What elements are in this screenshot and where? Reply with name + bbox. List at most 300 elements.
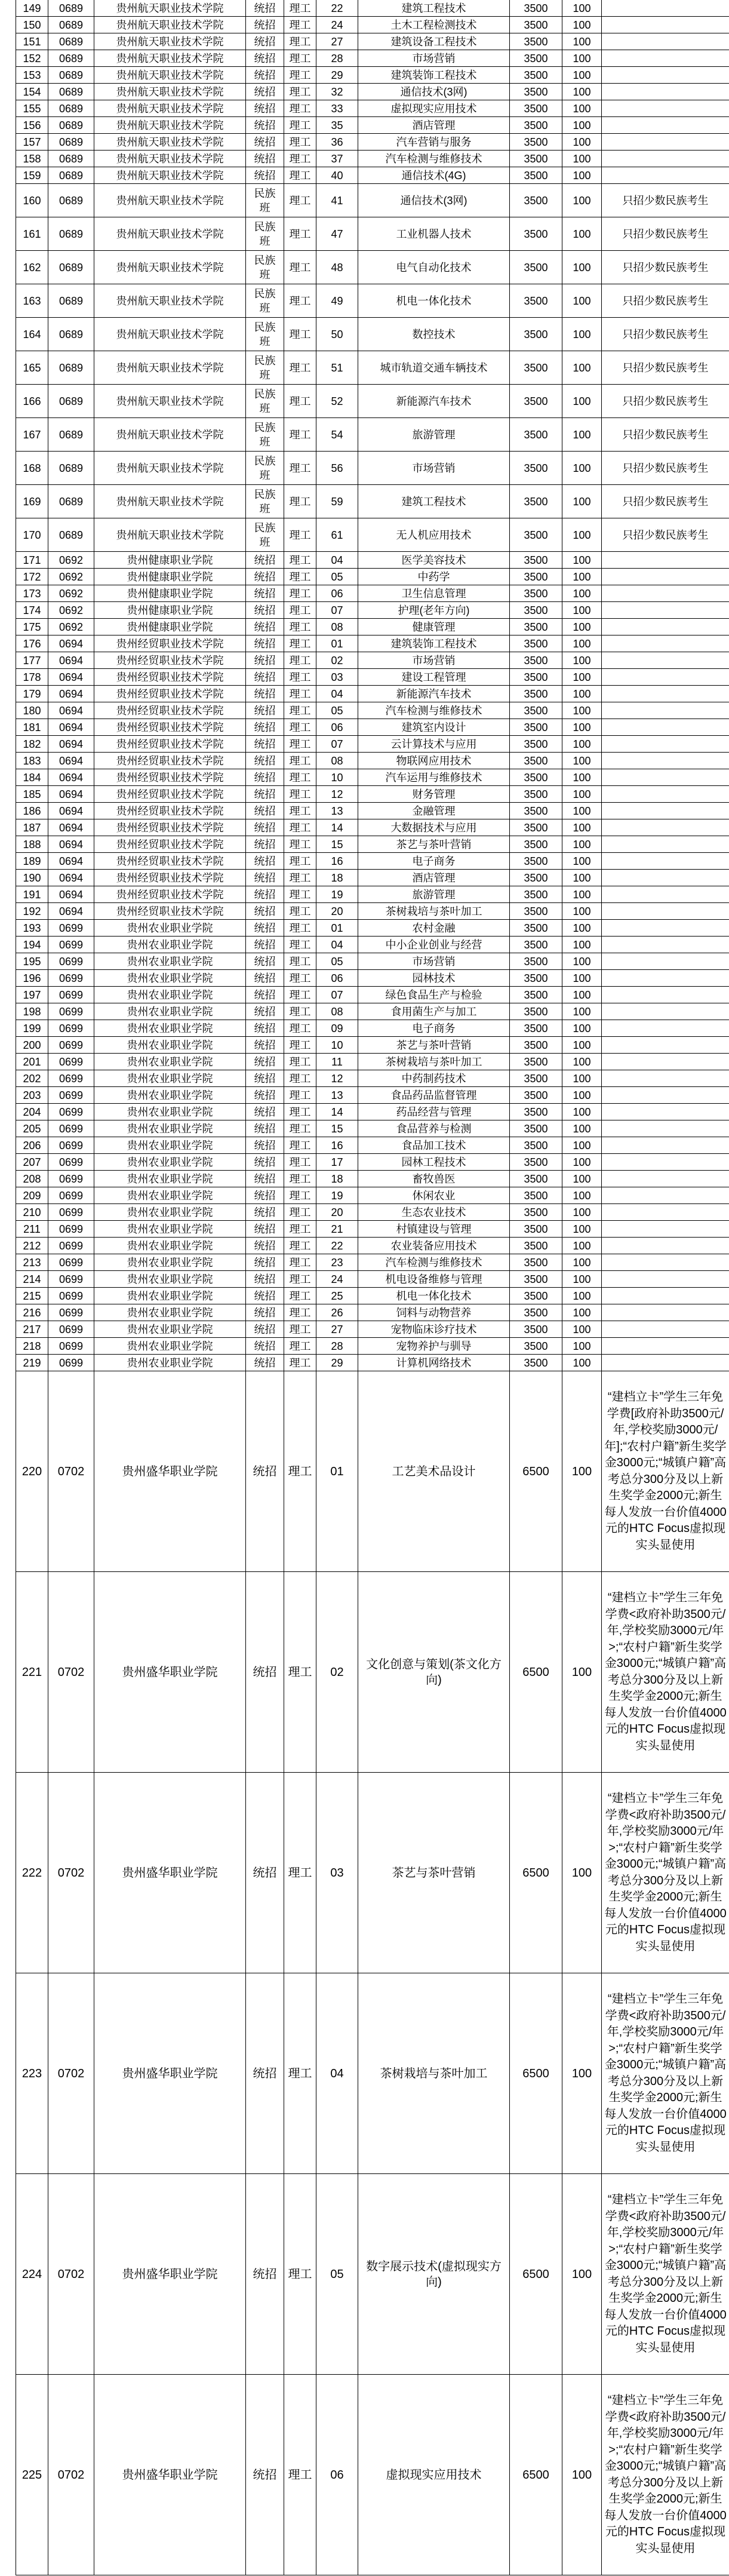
major-code-cell: 03 [316,669,358,686]
seq-number-cell: 168 [16,452,48,485]
school-name-cell: 贵州农业职业学院 [94,920,246,937]
seq-number-cell: 173 [16,585,48,602]
seq-number-cell: 189 [16,853,48,870]
subject-category-cell: 理工 [284,385,316,418]
remarks-cell [602,920,729,937]
major-code-cell: 18 [316,1171,358,1187]
major-code-cell: 17 [316,1154,358,1171]
table-row [16,669,729,686]
subject-category-cell: 理工 [284,251,316,284]
major-code-cell: 14 [316,819,358,836]
tuition-fee-cell: 3500 [510,970,562,987]
subject-category-cell: 理工 [284,33,316,50]
major-code-cell: 01 [316,635,358,652]
plan-count-cell: 100 [562,1221,602,1238]
major-code-cell: 06 [316,2375,358,2575]
major-code-cell: 15 [316,1120,358,1137]
tuition-fee-cell: 3500 [510,619,562,635]
tuition-fee-cell: 3500 [510,1338,562,1355]
remarks-cell [602,167,729,184]
table-row [16,117,729,134]
tuition-fee-cell: 3500 [510,67,562,84]
school-code-cell: 0689 [48,50,94,67]
school-code-cell: 0689 [48,151,94,167]
enrollment-type-cell: 统招 [246,736,284,753]
table-row [16,1221,729,1238]
school-code-cell: 0694 [48,635,94,652]
major-code-cell: 15 [316,836,358,853]
school-code-cell: 0694 [48,786,94,803]
tuition-fee-cell: 3500 [510,1037,562,1054]
plan-count-cell: 100 [562,635,602,652]
school-code-cell: 0689 [48,134,94,151]
tuition-fee-cell: 3500 [510,1171,562,1187]
major-code-cell: 22 [316,0,358,17]
table-row [16,217,729,251]
enrollment-type-cell: 统招 [246,853,284,870]
subject-category-cell: 理工 [284,619,316,635]
enrollment-type-cell: 统招 [246,953,284,970]
major-code-cell: 21 [316,1221,358,1238]
tuition-fee-cell: 3500 [510,719,562,736]
subject-category-cell: 理工 [284,1003,316,1020]
remarks-cell [602,1104,729,1120]
tuition-fee-cell: 3500 [510,117,562,134]
seq-number-cell: 153 [16,67,48,84]
remarks-cell [602,970,729,987]
seq-number-cell: 160 [16,184,48,217]
school-name-cell: 贵州经贸职业技术学院 [94,635,246,652]
tuition-fee-cell: 3500 [510,1137,562,1154]
table-row [16,719,729,736]
school-code-cell: 0699 [48,1304,94,1321]
plan-count-cell: 100 [562,937,602,953]
enrollment-type-cell: 统招 [246,1054,284,1070]
plan-count-cell: 100 [562,1120,602,1137]
school-code-cell: 0699 [48,1003,94,1020]
school-name-cell: 贵州经贸职业技术学院 [94,686,246,702]
major-code-cell: 41 [316,184,358,217]
seq-number-cell: 200 [16,1037,48,1054]
enrollment-type-cell: 统招 [246,870,284,886]
subject-category-cell: 理工 [284,736,316,753]
major-code-cell: 03 [316,1773,358,1973]
school-name-cell: 贵州航天职业技术学院 [94,100,246,117]
seq-number-cell: 157 [16,134,48,151]
enrollment-type-cell: 统招 [246,2174,284,2375]
table-row [16,1973,729,2174]
plan-count-cell: 100 [562,1371,602,1572]
tuition-fee-cell: 3500 [510,1020,562,1037]
major-name-cell: 生态农业技术 [358,1204,510,1221]
subject-category-cell: 理工 [284,485,316,518]
remarks-cell [602,702,729,719]
school-name-cell: 贵州经贸职业技术学院 [94,769,246,786]
school-code-cell: 0694 [48,669,94,686]
major-name-cell: 虚拟现实应用技术 [358,100,510,117]
subject-category-cell: 理工 [284,318,316,351]
major-code-cell: 52 [316,385,358,418]
major-code-cell: 16 [316,1137,358,1154]
table-row [16,251,729,284]
tuition-fee-cell: 3500 [510,987,562,1003]
school-name-cell: 贵州农业职业学院 [94,1238,246,1254]
major-code-cell: 14 [316,1104,358,1120]
plan-count-cell: 100 [562,702,602,719]
school-name-cell: 贵州农业职业学院 [94,1104,246,1120]
enrollment-type-cell: 统招 [246,17,284,33]
school-name-cell: 贵州盛华职业学院 [94,1572,246,1773]
major-code-cell: 09 [316,1020,358,1037]
enrollment-type-cell: 民族班 [246,251,284,284]
major-name-cell: 茶树栽培与茶叶加工 [358,1054,510,1070]
remarks-cell [602,736,729,753]
table-row [16,953,729,970]
table-row [16,937,729,953]
school-name-cell: 贵州经贸职业技术学院 [94,719,246,736]
enrollment-type-cell: 民族班 [246,217,284,251]
table-row [16,652,729,669]
plan-count-cell: 100 [562,953,602,970]
major-name-cell: 云计算技术与应用 [358,736,510,753]
school-name-cell: 贵州农业职业学院 [94,987,246,1003]
plan-count-cell: 100 [562,652,602,669]
plan-count-cell: 100 [562,67,602,84]
subject-category-cell: 理工 [284,970,316,987]
remarks-cell [602,602,729,619]
remarks-cell [602,17,729,33]
school-code-cell: 0702 [48,2174,94,2375]
major-name-cell: 机电设备维修与管理 [358,1271,510,1288]
enrollment-type-cell: 统招 [246,1338,284,1355]
remarks-cell [602,1070,729,1087]
remarks-cell [602,1204,729,1221]
tuition-fee-cell: 3500 [510,418,562,452]
school-name-cell: 贵州盛华职业学院 [94,1973,246,2174]
plan-count-cell: 100 [562,1104,602,1120]
plan-count-cell: 100 [562,117,602,134]
plan-count-cell: 100 [562,1204,602,1221]
table-row [16,167,729,184]
enrollment-type-cell: 统招 [246,67,284,84]
subject-category-cell: 理工 [284,1104,316,1120]
remarks-cell [602,786,729,803]
enrollment-type-cell: 统招 [246,886,284,903]
enrollment-type-cell: 统招 [246,619,284,635]
table-row [16,1171,729,1187]
tuition-fee-cell: 6500 [510,1773,562,1973]
seq-number-cell: 197 [16,987,48,1003]
major-code-cell: 26 [316,1304,358,1321]
major-code-cell: 07 [316,736,358,753]
plan-count-cell: 100 [562,886,602,903]
major-name-cell: 护理(老年方向) [358,602,510,619]
subject-category-cell: 理工 [284,953,316,970]
table-row [16,284,729,318]
table-row [16,1204,729,1221]
tuition-fee-cell: 3500 [510,1238,562,1254]
school-code-cell: 0694 [48,870,94,886]
school-name-cell: 贵州航天职业技术学院 [94,50,246,67]
school-name-cell: 贵州经贸职业技术学院 [94,786,246,803]
major-name-cell: 食用菌生产与加工 [358,1003,510,1020]
school-name-cell: 贵州航天职业技术学院 [94,217,246,251]
subject-category-cell: 理工 [284,552,316,569]
remarks-cell [602,1137,729,1154]
enrollment-type-cell: 统招 [246,602,284,619]
school-name-cell: 贵州农业职业学院 [94,1054,246,1070]
enrollment-type-cell: 统招 [246,769,284,786]
major-code-cell: 07 [316,987,358,1003]
plan-count-cell: 100 [562,619,602,635]
major-name-cell: 茶艺与茶叶营销 [358,1037,510,1054]
subject-category-cell: 理工 [284,452,316,485]
major-name-cell: 中药制药技术 [358,1070,510,1087]
seq-number-cell: 211 [16,1221,48,1238]
school-name-cell: 贵州农业职业学院 [94,1271,246,1288]
major-name-cell: 健康管理 [358,619,510,635]
tuition-fee-cell: 3500 [510,635,562,652]
school-code-cell: 0689 [48,318,94,351]
major-name-cell: 宠物养护与驯导 [358,1338,510,1355]
major-name-cell: 数控技术 [358,318,510,351]
school-code-cell: 0689 [48,217,94,251]
enrollment-type-cell: 统招 [246,167,284,184]
tuition-fee-cell: 3500 [510,1288,562,1304]
table-row [16,67,729,84]
tuition-fee-cell: 3500 [510,351,562,385]
major-code-cell: 27 [316,33,358,50]
subject-category-cell: 理工 [284,1120,316,1137]
tuition-fee-cell: 3500 [510,903,562,920]
major-code-cell: 59 [316,485,358,518]
enrollment-type-cell: 统招 [246,84,284,100]
remarks-cell [602,585,729,602]
subject-category-cell: 理工 [284,1037,316,1054]
table-row [16,100,729,117]
subject-category-cell: 理工 [284,602,316,619]
subject-category-cell: 理工 [284,1204,316,1221]
tuition-fee-cell: 3500 [510,652,562,669]
subject-category-cell: 理工 [284,870,316,886]
enrollment-type-cell: 统招 [246,1321,284,1338]
seq-number-cell: 186 [16,803,48,819]
major-code-cell: 22 [316,1238,358,1254]
school-name-cell: 贵州航天职业技术学院 [94,318,246,351]
school-name-cell: 贵州健康职业学院 [94,552,246,569]
school-code-cell: 0699 [48,1020,94,1037]
school-code-cell: 0689 [48,251,94,284]
remarks-cell: 只招少数民族考生 [602,385,729,418]
school-name-cell: 贵州经贸职业技术学院 [94,870,246,886]
plan-count-cell: 100 [562,518,602,552]
seq-number-cell: 202 [16,1070,48,1087]
school-code-cell: 0699 [48,1054,94,1070]
subject-category-cell: 理工 [284,1020,316,1037]
enrollment-type-cell: 统招 [246,1204,284,1221]
enrollment-type-cell: 民族班 [246,452,284,485]
school-code-cell: 0699 [48,953,94,970]
plan-count-cell: 100 [562,1238,602,1254]
school-code-cell: 0689 [48,485,94,518]
plan-count-cell: 100 [562,602,602,619]
plan-count-cell: 100 [562,134,602,151]
enrollment-type-cell: 统招 [246,836,284,853]
school-name-cell: 贵州航天职业技术学院 [94,385,246,418]
remarks-cell [602,117,729,134]
seq-number-cell: 184 [16,769,48,786]
plan-count-cell: 100 [562,1271,602,1288]
tuition-fee-cell: 3500 [510,284,562,318]
remarks-cell: 只招少数民族考生 [602,217,729,251]
enrollment-type-cell: 统招 [246,569,284,585]
major-code-cell: 48 [316,251,358,284]
school-code-cell: 0689 [48,418,94,452]
subject-category-cell: 理工 [284,937,316,953]
major-name-cell: 汽车检测与维修技术 [358,1254,510,1271]
table-row [16,518,729,552]
enrollment-type-cell: 统招 [246,819,284,836]
remarks-cell: “建档立卡”学生三年免学费[政府补助3500元/年,学校奖励3000元/年];“农村户籍”新生奖学金3000元;“城镇户籍”高考总分300分及以上新生奖学金2000元;新生每人发放一台价值4000元的HTC Focus虚拟现实头显使用 [602,1371,729,1572]
seq-number-cell: 194 [16,937,48,953]
seq-number-cell: 182 [16,736,48,753]
plan-count-cell: 100 [562,769,602,786]
major-name-cell: 建筑装饰工程技术 [358,67,510,84]
plan-count-cell: 100 [562,217,602,251]
subject-category-cell: 理工 [284,1070,316,1087]
school-name-cell: 贵州经贸职业技术学院 [94,652,246,669]
remarks-cell [602,1304,729,1321]
subject-category-cell: 理工 [284,1572,316,1773]
major-code-cell: 19 [316,1187,358,1204]
school-code-cell: 0694 [48,819,94,836]
plan-count-cell: 100 [562,351,602,385]
seq-number-cell: 166 [16,385,48,418]
table-row [16,585,729,602]
table-row [16,1054,729,1070]
tuition-fee-cell: 3500 [510,769,562,786]
major-code-cell: 24 [316,17,358,33]
major-name-cell: 建设工程管理 [358,669,510,686]
major-name-cell: 汽车检测与维修技术 [358,151,510,167]
seq-number-cell: 196 [16,970,48,987]
major-code-cell: 05 [316,569,358,585]
school-code-cell: 0699 [48,1154,94,1171]
enrollment-type-cell: 统招 [246,1221,284,1238]
table-row [16,84,729,100]
tuition-fee-cell: 3500 [510,1154,562,1171]
seq-number-cell: 169 [16,485,48,518]
subject-category-cell: 理工 [284,50,316,67]
school-code-cell: 0699 [48,1238,94,1254]
major-code-cell: 50 [316,318,358,351]
remarks-cell: 只招少数民族考生 [602,351,729,385]
table-row [16,1371,729,1572]
major-code-cell: 10 [316,769,358,786]
major-name-cell: 市场营销 [358,953,510,970]
tuition-fee-cell: 3500 [510,686,562,702]
enrollment-type-cell: 统招 [246,1037,284,1054]
remarks-cell [602,1087,729,1104]
major-name-cell: 通信技术(3网) [358,84,510,100]
school-name-cell: 贵州航天职业技术学院 [94,67,246,84]
school-code-cell: 0702 [48,2375,94,2575]
school-code-cell: 0694 [48,736,94,753]
subject-category-cell: 理工 [284,167,316,184]
seq-number-cell: 192 [16,903,48,920]
school-code-cell: 0702 [48,1973,94,2174]
major-name-cell: 中药学 [358,569,510,585]
school-name-cell: 贵州航天职业技术学院 [94,167,246,184]
major-name-cell: 汽车营销与服务 [358,134,510,151]
enrollment-type-cell: 统招 [246,1238,284,1254]
tuition-fee-cell: 3500 [510,151,562,167]
school-code-cell: 0699 [48,970,94,987]
major-code-cell: 40 [316,167,358,184]
seq-number-cell: 176 [16,635,48,652]
major-code-cell: 01 [316,1371,358,1572]
enrollment-type-cell: 统招 [246,686,284,702]
plan-count-cell: 100 [562,151,602,167]
table-row [16,686,729,702]
remarks-cell [602,987,729,1003]
seq-number-cell: 185 [16,786,48,803]
tuition-fee-cell: 3500 [510,1221,562,1238]
seq-number-cell: 201 [16,1054,48,1070]
major-name-cell: 机电一体化技术 [358,284,510,318]
school-code-cell: 0702 [48,1371,94,1572]
remarks-cell [602,100,729,117]
table-row [16,2174,729,2375]
school-code-cell: 0689 [48,0,94,17]
table-row [16,1104,729,1120]
tuition-fee-cell: 3500 [510,1271,562,1288]
seq-number-cell: 150 [16,17,48,33]
seq-number-cell: 159 [16,167,48,184]
seq-number-cell: 219 [16,1355,48,1371]
subject-category-cell: 理工 [284,1221,316,1238]
remarks-cell [602,870,729,886]
subject-category-cell: 理工 [284,418,316,452]
remarks-cell [602,1187,729,1204]
major-code-cell: 16 [316,853,358,870]
remarks-cell [602,669,729,686]
remarks-cell: 只招少数民族考生 [602,184,729,217]
table-row [16,1773,729,1973]
remarks-cell: 只招少数民族考生 [602,284,729,318]
seq-number-cell: 181 [16,719,48,736]
table-row [16,33,729,50]
tuition-fee-cell: 3500 [510,1054,562,1070]
remarks-cell [602,1037,729,1054]
plan-count-cell: 100 [562,284,602,318]
seq-number-cell: 215 [16,1288,48,1304]
seq-number-cell: 212 [16,1238,48,1254]
major-name-cell: 农业装备应用技术 [358,1238,510,1254]
tuition-fee-cell: 3500 [510,518,562,552]
plan-count-cell: 100 [562,686,602,702]
major-name-cell: 茶树栽培与茶叶加工 [358,1973,510,2174]
plan-count-cell: 100 [562,853,602,870]
subject-category-cell: 理工 [284,351,316,385]
seq-number-cell: 188 [16,836,48,853]
plan-count-cell: 100 [562,418,602,452]
plan-count-cell: 100 [562,1321,602,1338]
subject-category-cell: 理工 [284,669,316,686]
school-name-cell: 贵州航天职业技术学院 [94,151,246,167]
remarks-cell [602,1321,729,1338]
major-name-cell: 园林技术 [358,970,510,987]
